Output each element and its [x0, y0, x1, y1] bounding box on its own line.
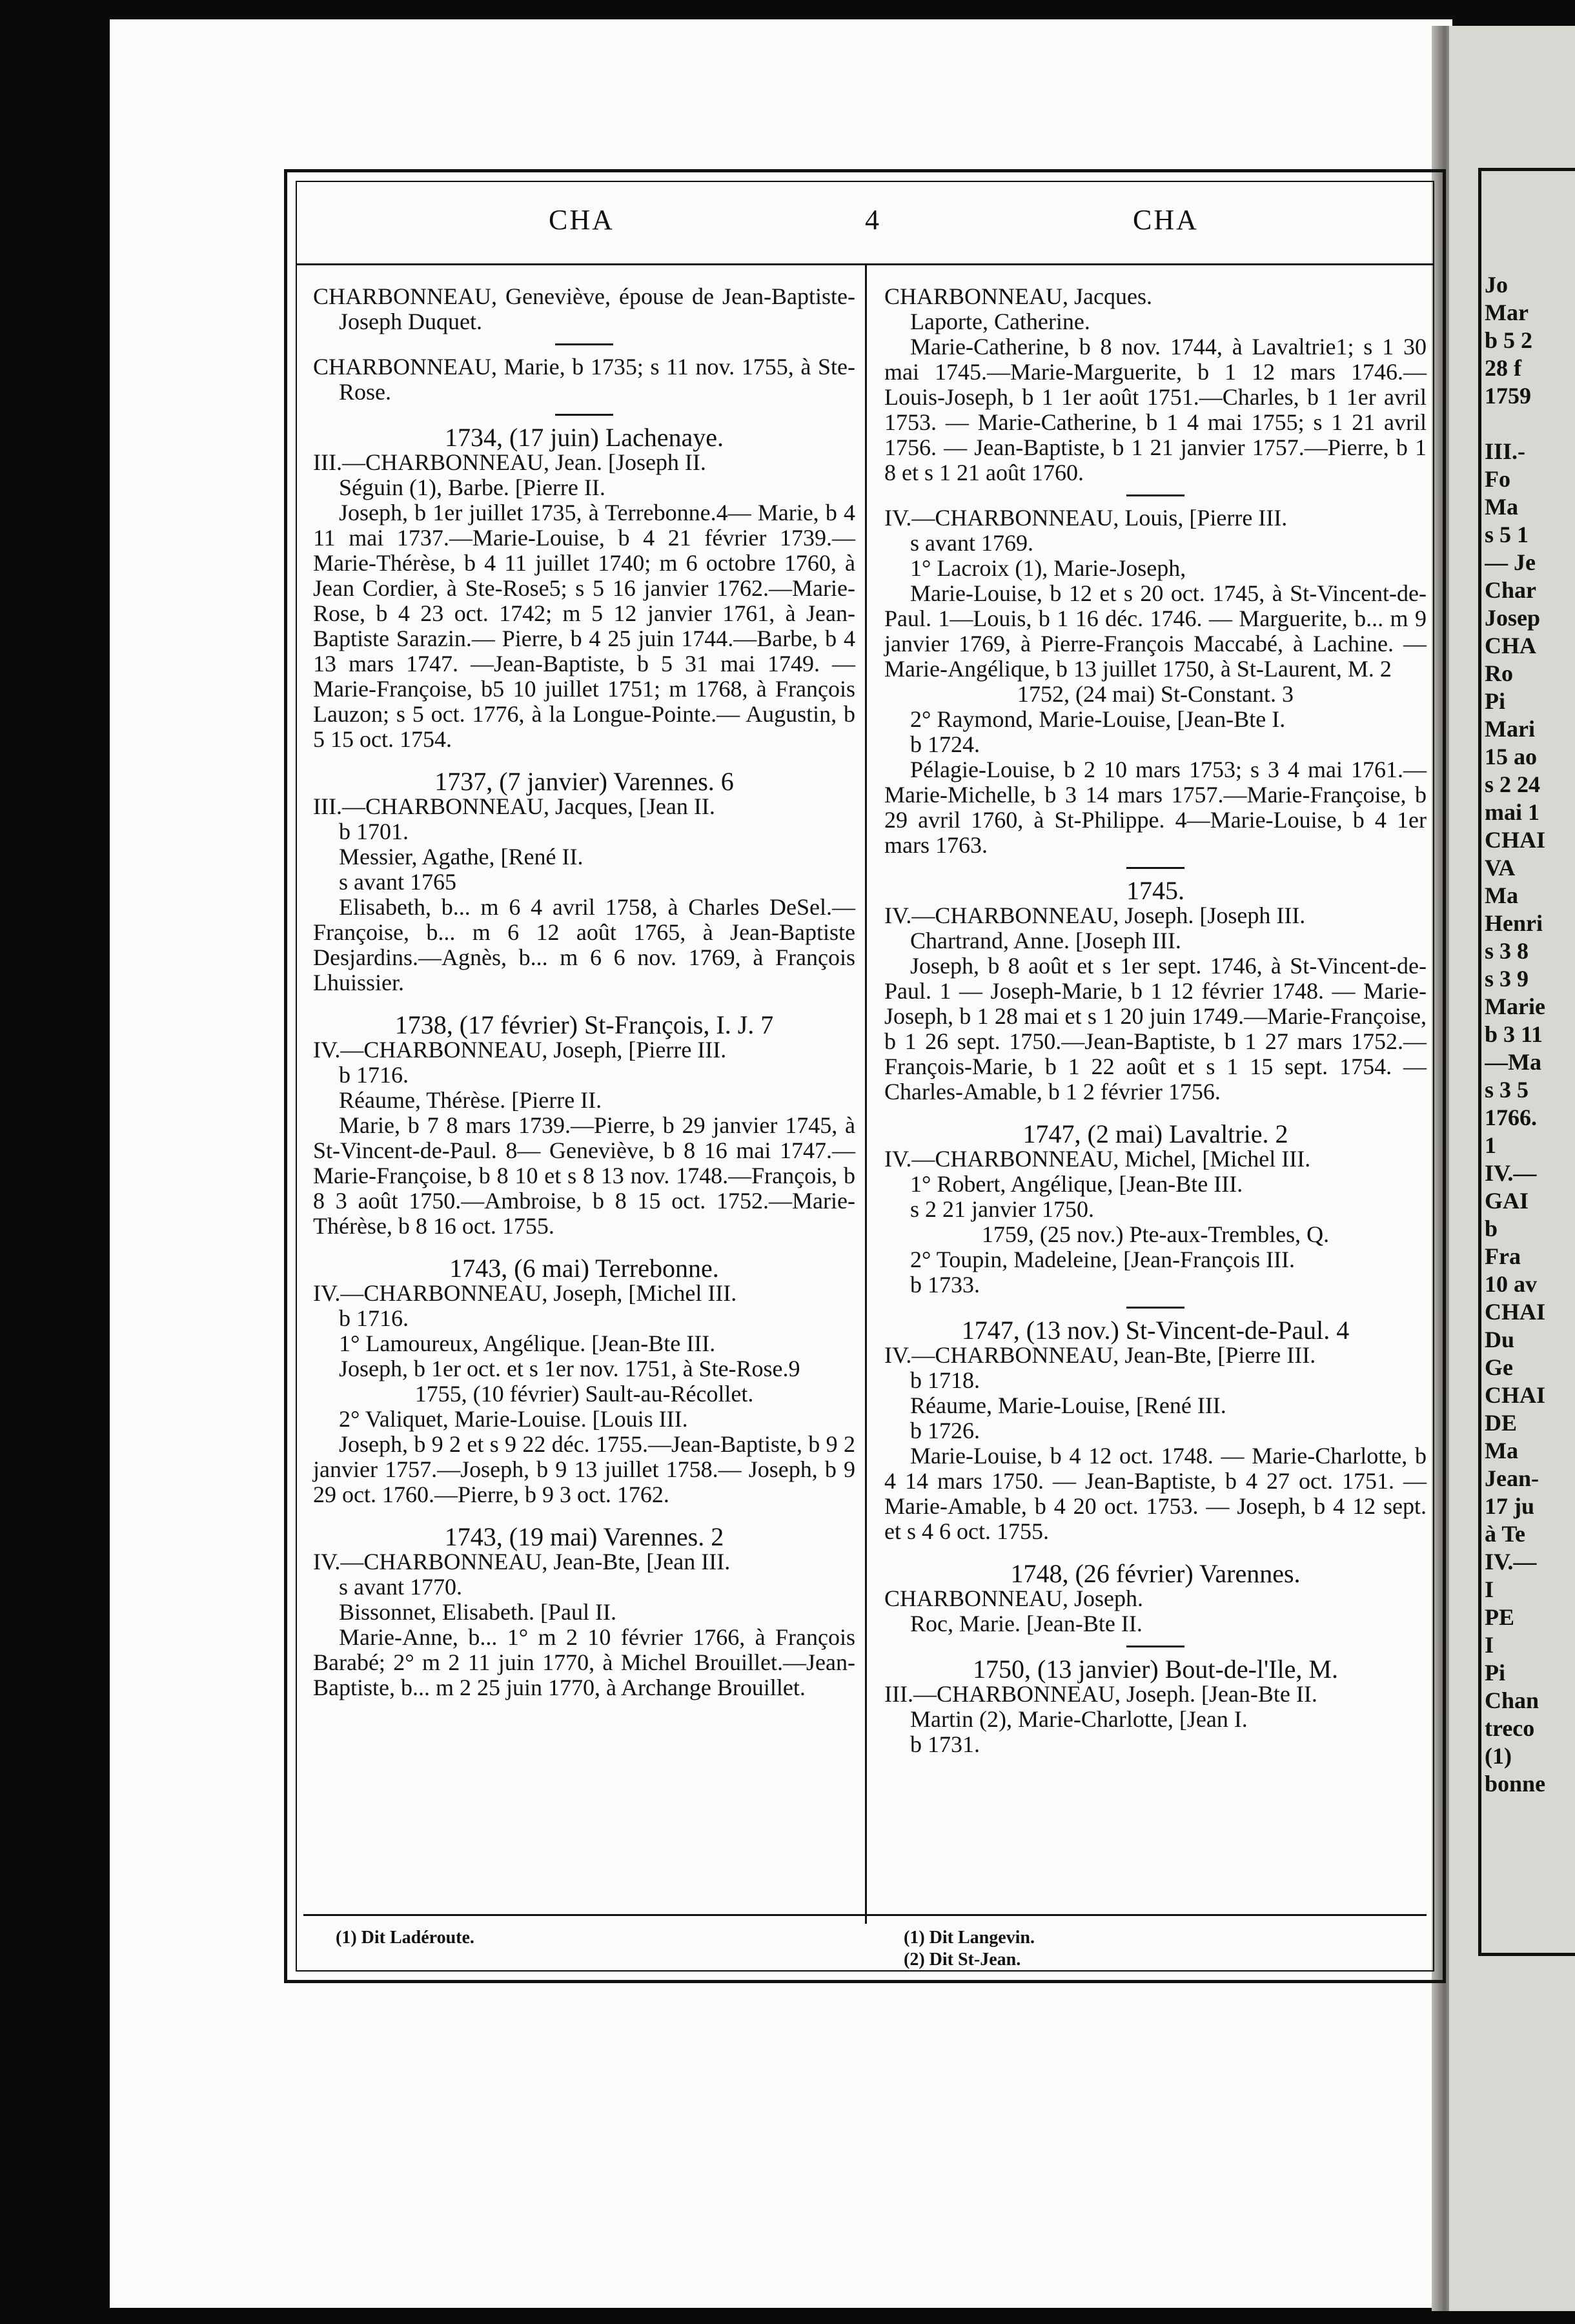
- adjacent-page-line: 17 ju: [1485, 1493, 1535, 1519]
- adjacent-page-line: Pi: [1485, 1660, 1505, 1686]
- entry-line: b 1716.: [339, 1305, 409, 1331]
- marriage-date-heading: 1747, (2 mai) Lavaltrie. 2: [1022, 1119, 1288, 1148]
- adjacent-page-line: Mar: [1485, 300, 1529, 325]
- entry-line: Marie-Louise, b 12 et s 20 oct. 1745, à St-Vincent-de-Paul. 1—Louis, b 1 16 déc. 1746. — Marguerite, b... m 9 janvier 1769, à Pierre-François Maccabé, à Lachine. — Marie-Angélique, b 13 juillet 1750, à St-Laurent, M. 2: [884, 580, 1427, 682]
- marriage-date-heading: 1750, (13 janvier) Bout-de-l'Ile, M.: [973, 1655, 1338, 1684]
- marriage-date-heading: 1748, (26 février) Varennes.: [1010, 1559, 1301, 1588]
- adjacent-page-line: à Te: [1485, 1521, 1526, 1547]
- entry-separator: [1126, 1307, 1184, 1309]
- adjacent-page-line: Du: [1485, 1327, 1515, 1352]
- adjacent-page-line: 10 av: [1485, 1271, 1537, 1297]
- adjacent-page-line: mai 1: [1485, 799, 1539, 825]
- entry-line: Laporte, Catherine.: [910, 309, 1090, 334]
- entry-separator: [1126, 867, 1184, 869]
- entry-line: 1755, (10 février) Sault-au-Récollet.: [414, 1381, 754, 1407]
- footnote-rule: [303, 1914, 1427, 1916]
- adjacent-page-line: Ma: [1485, 494, 1518, 520]
- adjacent-page-line: 28 f: [1485, 355, 1521, 381]
- adjacent-page-line: Char: [1485, 577, 1536, 603]
- entry-line: b 1701.: [339, 819, 409, 844]
- adjacent-page-line: DE: [1485, 1410, 1518, 1436]
- marriage-date-heading: 1745.: [1126, 876, 1184, 905]
- entry-line: s avant 1770.: [339, 1574, 462, 1600]
- adjacent-page-line: [1485, 410, 1575, 438]
- entry-line: Roc, Marie. [Jean-Bte II.: [910, 1611, 1143, 1636]
- entry-line: Marie, b 7 8 mars 1739.—Pierre, b 29 janvier 1745, à St-Vincent-de-Paul. 8— Geneviève, b 8 16 mai 1747.—Marie-Françoise, b 8 10 et s 8 13 nov. 1748.—François, b 8 3 août 1750.—Ambroise, b 8 15 oct. 1752.—Marie-Thérèse, b 8 16 oct. 1755.: [313, 1112, 855, 1239]
- adjacent-page-line: Marie: [1485, 994, 1545, 1019]
- entry-line: Messier, Agathe, [René II.: [339, 844, 584, 870]
- entry-line: IV.—CHARBONNEAU, Louis, [Pierre III.: [884, 505, 1288, 531]
- entry-line: Joseph, b 9 2 et s 9 22 déc. 1755.—Jean-Baptiste, b 9 2 janvier 1757.—Joseph, b 9 13 juillet 1758.— Joseph, b 9 29 oct. 1760.—Pierre, b 9 3 oct. 1762.: [313, 1431, 855, 1507]
- entry-line: Chartrand, Anne. [Joseph III.: [910, 928, 1181, 953]
- marriage-date-heading: 1738, (17 février) St-François, I. J. 7: [394, 1010, 774, 1039]
- adjacent-page-line: s 3 9: [1485, 966, 1529, 992]
- adjacent-page-line: b 3 11: [1485, 1021, 1543, 1047]
- entry-line: III.—CHARBONNEAU, Joseph. [Jean-Bte II.: [884, 1681, 1317, 1707]
- column-divider: [865, 265, 867, 1924]
- adjacent-page-line: bonne: [1485, 1771, 1546, 1797]
- entry-line: b 1724.: [910, 731, 980, 757]
- entry-line: IV.—CHARBONNEAU, Jean-Bte, [Jean III.: [313, 1549, 731, 1575]
- entry-line: CHARBONNEAU, Geneviève, épouse de Jean-Baptiste-Joseph Duquet.: [313, 283, 855, 334]
- entry-line: III.—CHARBONNEAU, Jean. [Joseph II.: [313, 449, 706, 475]
- entry-line: CHARBONNEAU, Marie, b 1735; s 11 nov. 1755, à Ste-Rose.: [313, 354, 855, 405]
- adjacent-page-line: (1): [1485, 1743, 1512, 1769]
- adjacent-page-line: Mari: [1485, 716, 1535, 742]
- adjacent-page-line: b 5 2: [1485, 327, 1533, 353]
- entry-line: IV.—CHARBONNEAU, Joseph, [Michel III.: [313, 1280, 737, 1306]
- entry-line: IV.—CHARBONNEAU, Joseph. [Joseph III.: [884, 902, 1306, 928]
- entry-line: Elisabeth, b... m 6 4 avril 1758, à Charles DeSel.—Françoise, b... m 6 12 août 1765, à Jean-Baptiste Desjardins.—Agnès, b... m 6 6 nov. 1769, à François Lhuissier.: [313, 894, 855, 995]
- adjacent-page-line: 1766.: [1485, 1105, 1537, 1130]
- adjacent-page-line: Fo: [1485, 466, 1510, 492]
- adjacent-page-line: Henri: [1485, 910, 1543, 936]
- adjacent-page-line: CHA: [1485, 633, 1536, 658]
- running-head-right: CHA: [1133, 204, 1199, 236]
- adjacent-page-line: Chan: [1485, 1687, 1539, 1713]
- entry-line: Pélagie-Louise, b 2 10 mars 1753; s 3 4 mai 1761.—Marie-Michelle, b 3 14 mars 1757.—Marie-Françoise, b 29 avril 1760, à St-Philippe. 4—Marie-Louise, b 4 1er mars 1763.: [884, 757, 1427, 858]
- entry-line: 2° Raymond, Marie-Louise, [Jean-Bte I.: [910, 706, 1286, 732]
- entry-line: 1° Robert, Angélique, [Jean-Bte III.: [910, 1171, 1243, 1197]
- adjacent-page-line: Josep: [1485, 605, 1541, 631]
- entry-line: IV.—CHARBONNEAU, Jean-Bte, [Pierre III.: [884, 1342, 1316, 1368]
- adjacent-page-line: CHAI: [1485, 1299, 1546, 1325]
- running-head-left: CHA: [549, 204, 615, 236]
- entry-line: Réaume, Marie-Louise, [René III.: [910, 1392, 1226, 1418]
- right-column: [884, 284, 1427, 1757]
- entry-line: s avant 1765: [339, 869, 456, 895]
- adjacent-page-line: VA: [1485, 855, 1516, 881]
- entry-line: CHARBONNEAU, Joseph.: [884, 1585, 1144, 1611]
- adjacent-page-line: IV.—: [1485, 1549, 1537, 1575]
- left-column: [313, 284, 855, 1700]
- entry-line: Réaume, Thérèse. [Pierre II.: [339, 1087, 602, 1113]
- entry-line: Bissonnet, Elisabeth. [Paul II.: [339, 1599, 616, 1625]
- entry-line: CHARBONNEAU, Jacques.: [884, 283, 1152, 309]
- footnote: (1) Dit Ladéroute.: [336, 1928, 474, 1948]
- adjacent-page-line: 1: [1485, 1132, 1496, 1158]
- adjacent-page-line: s 2 24: [1485, 771, 1541, 797]
- adjacent-page-line: —Ma: [1485, 1049, 1541, 1075]
- adjacent-page-line: treco: [1485, 1715, 1535, 1741]
- entry-line: Joseph, b 8 août et s 1er sept. 1746, à St-Vincent-de-Paul. 1 — Joseph-Marie, b 1 12 février 1748. — Marie-Joseph, b 1 28 mai et s 1 20 juin 1749.—Marie-Françoise, b 1 26 sept. 1750.—Jean-Baptiste, b 1 27 mars 1752.—François-Marie, b 1 22 août et s 1 15 sept. 1754. — Charles-Amable, b 1 2 février 1756.: [884, 953, 1427, 1105]
- marriage-date-heading: 1743, (6 mai) Terrebonne.: [449, 1254, 719, 1283]
- entry-separator: [555, 414, 613, 416]
- adjacent-page-line: — Je: [1485, 549, 1536, 575]
- adjacent-page-line: Pi: [1485, 688, 1505, 714]
- adjacent-page-line: b: [1485, 1216, 1498, 1241]
- adjacent-page-line: s 5 1: [1485, 522, 1529, 547]
- entry-line: b 1716.: [339, 1062, 409, 1088]
- marriage-date-heading: 1737, (7 janvier) Varennes. 6: [434, 767, 734, 796]
- entry-line: Séguin (1), Barbe. [Pierre II.: [339, 474, 605, 500]
- entry-line: Joseph, b 1er juillet 1735, à Terrebonne.4— Marie, b 4 11 mai 1737.—Marie-Louise, b 4 21 février 1739.—Marie-Thérèse, b 4 11 juillet 1740; m 6 octobre 1760, à Jean Cordier, à Ste-Rose5; s 5 16 janvier 1762.—Marie-Rose, b 4 23 oct. 1742; m 5 12 janvier 1761, à Jean-Baptiste Sarazin.— Pierre, b 4 25 juin 1744.—Barbe, b 4 13 mars 1747. —Jean-Baptiste, b 5 31 mai 1749. — Marie-Françoise, b5 10 juillet 1751; m 1768, à François Lauzon; s 5 oct. 1776, à la Longue-Pointe.— Augustin, b 5 15 oct. 1754.: [313, 500, 855, 752]
- adjacent-page-line: Ma: [1485, 882, 1518, 908]
- entry-line: III.—CHARBONNEAU, Jacques, [Jean II.: [313, 793, 715, 819]
- footnote: (1) Dit Langevin.: [904, 1928, 1035, 1948]
- entry-line: 1752, (24 mai) St-Constant. 3: [1017, 681, 1294, 707]
- page-number: 4: [865, 204, 881, 236]
- adjacent-page-line: 1759: [1485, 383, 1531, 409]
- adjacent-page-line: Ro: [1485, 660, 1513, 686]
- adjacent-page-line: CHAI: [1485, 827, 1546, 853]
- adjacent-page-line: Fra: [1485, 1243, 1521, 1269]
- adjacent-page-line: Ma: [1485, 1438, 1518, 1463]
- entry-line: Marie-Catherine, b 8 nov. 1744, à Lavaltrie1; s 1 30 mai 1745.—Marie-Marguerite, b 1 12 mars 1746.—Louis-Joseph, b 1 1er août 1751.—Charles, b 1 1er avril 1753. — Marie-Catherine, b 1 4 mai 1755; s 1 21 avril 1756. — Jean-Baptiste, b 1 21 janvier 1757.—Pierre, b 1 8 et s 1 21 août 1760.: [884, 334, 1427, 485]
- adjacent-page-line: 15 ao: [1485, 744, 1537, 770]
- entry-line: 1° Lamoureux, Angélique. [Jean-Bte III.: [339, 1330, 716, 1356]
- marriage-date-heading: 1734, (17 juin) Lachenaye.: [444, 423, 724, 452]
- entry-line: 1759, (25 nov.) Pte-aux-Trembles, Q.: [981, 1221, 1330, 1247]
- adjacent-page-text: [1485, 271, 1575, 1950]
- entry-line: b 1718.: [910, 1367, 980, 1393]
- entry-line: Martin (2), Marie-Charlotte, [Jean I.: [910, 1706, 1248, 1732]
- adjacent-page-line: Ge: [1485, 1354, 1513, 1380]
- adjacent-page-line: I: [1485, 1632, 1494, 1658]
- adjacent-page-line: PE: [1485, 1604, 1515, 1630]
- entry-line: 2° Valiquet, Marie-Louise. [Louis III.: [339, 1406, 688, 1432]
- entry-line: 1° Lacroix (1), Marie-Joseph,: [910, 555, 1186, 581]
- adjacent-page-line: s 3 5: [1485, 1077, 1529, 1103]
- adjacent-page-line: GAI: [1485, 1188, 1529, 1214]
- adjacent-page-line: I: [1485, 1576, 1494, 1602]
- marriage-date-heading: 1747, (13 nov.) St-Vincent-de-Paul. 4: [961, 1316, 1350, 1345]
- entry-line: Joseph, b 1er oct. et s 1er nov. 1751, à Ste-Rose.9: [339, 1356, 800, 1381]
- entry-line: IV.—CHARBONNEAU, Michel, [Michel III.: [884, 1146, 1311, 1172]
- entry-line: 2° Toupin, Madeleine, [Jean-François III.: [910, 1247, 1296, 1272]
- footnote: (2) Dit St-Jean.: [904, 1950, 1021, 1970]
- entry-separator: [555, 343, 613, 345]
- entry-line: s avant 1769.: [910, 530, 1033, 556]
- adjacent-page-line: Jean-: [1485, 1465, 1539, 1491]
- entry-line: Marie-Anne, b... 1° m 2 10 février 1766, à François Barabé; 2° m 2 11 juin 1770, à Michel Brouillet.—Jean-Baptiste, b... m 2 25 juin 1770, à Archange Brouillet.: [313, 1624, 855, 1700]
- marriage-date-heading: 1743, (19 mai) Varennes. 2: [444, 1522, 724, 1551]
- entry-line: IV.—CHARBONNEAU, Joseph, [Pierre III.: [313, 1037, 727, 1063]
- adjacent-page-line: CHAI: [1485, 1382, 1546, 1408]
- adjacent-page-line: IV.—: [1485, 1160, 1537, 1186]
- footnotes-left: [336, 1927, 474, 1949]
- adjacent-page-line: Jo: [1485, 272, 1508, 298]
- entry-separator: [1126, 494, 1184, 496]
- entry-line: b 1726.: [910, 1418, 980, 1443]
- entry-line: s 2 21 janvier 1750.: [910, 1196, 1094, 1222]
- entry-line: b 1731.: [910, 1731, 980, 1757]
- entry-line: b 1733.: [910, 1272, 980, 1298]
- entry-line: Marie-Louise, b 4 12 oct. 1748. — Marie-Charlotte, b 4 14 mars 1750. — Jean-Baptiste, b 4 27 oct. 1751. — Marie-Amable, b 4 20 oct. 1753. — Joseph, b 4 12 sept. et s 4 6 oct. 1755.: [884, 1443, 1427, 1544]
- entry-separator: [1126, 1646, 1184, 1647]
- footnotes-right: [904, 1927, 1035, 1971]
- adjacent-page-line: III.-: [1485, 438, 1526, 464]
- adjacent-page-line: s 3 8: [1485, 938, 1529, 964]
